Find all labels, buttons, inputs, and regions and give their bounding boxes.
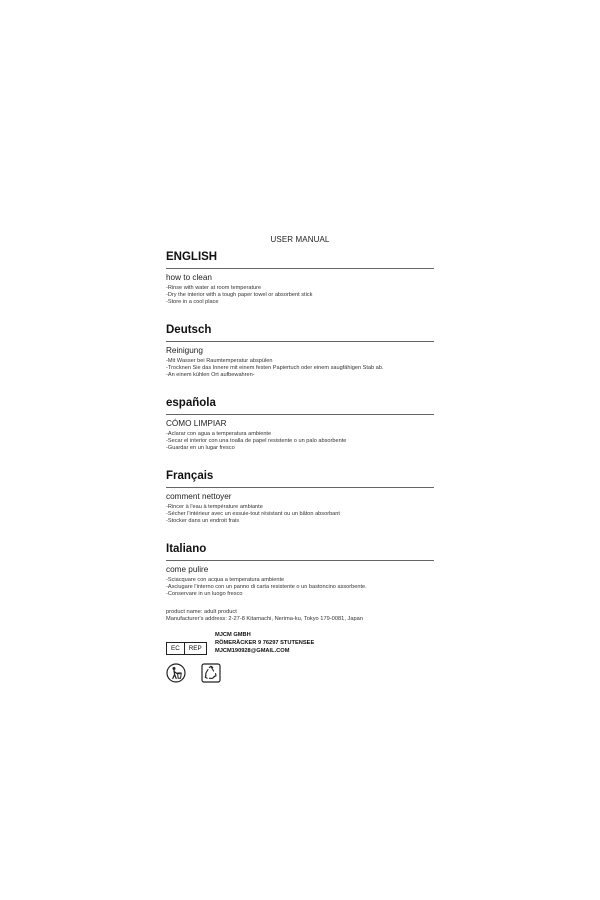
disposal-icons: [166, 663, 221, 683]
section-subtitle: come pulire: [166, 565, 209, 574]
instruction-line: -Store in a cool place: [166, 299, 219, 306]
product-info: [166, 609, 434, 624]
section-heading: Italiano: [166, 543, 207, 555]
instruction-line: -Secar el interior con una toalla de papel resistente o un palo absorbente: [166, 438, 347, 445]
instruction-list: [166, 358, 434, 380]
instruction-line: -An einem kühlen Ort aufbewahren-: [166, 372, 255, 379]
manual-title: USER MANUAL: [270, 235, 330, 244]
section-subtitle: CÓMO LIMPIAR: [166, 419, 227, 428]
instruction-list: [166, 504, 434, 526]
section-divider: [166, 487, 434, 488]
ec-rep-symbol: [166, 642, 207, 655]
section-heading: española: [166, 397, 216, 409]
manufacturer-address: Manufacturer's address: 2-27-8 Kitamachi, Nerima-ku, Tokyo 179-0081, Japan: [166, 616, 363, 623]
section-subtitle: how to clean: [166, 273, 212, 282]
ec-label: EC: [171, 645, 180, 652]
rep-street: RÖMERÄCKER 9 76297 STUTENSEE: [215, 639, 315, 646]
rep-label: REP: [184, 643, 206, 654]
instruction-line: -Aclarar con agua a temperatura ambiente: [166, 431, 272, 437]
instruction-line: -Stocker dans un endroit frais: [166, 518, 240, 525]
section-heading: ENGLISH: [166, 251, 218, 263]
instruction-list: [166, 285, 434, 307]
instruction-line: -Dry the interior with a tough paper towel or absorbent stick: [166, 292, 313, 299]
section-deutsch: [166, 323, 434, 380]
instruction-line: -Mit Wasser bei Raumtemperatur abspülen: [166, 358, 273, 364]
recycle-icon: [201, 663, 221, 683]
ec-rep-address: [215, 632, 314, 655]
rep-email: MJCM190928@GMAIL.COM: [215, 647, 290, 654]
instruction-list: [166, 577, 434, 599]
instruction-line: -Rinse with water at room temperature: [166, 285, 262, 291]
instruction-line: -Sécher l'intérieur avec un essuie-tout résistant ou un bâton absorbant: [166, 511, 340, 518]
section-english: [166, 250, 434, 307]
section-divider: [166, 414, 434, 415]
section-italiano: [166, 542, 434, 599]
section-espanola: [166, 396, 434, 453]
section-divider: [166, 560, 434, 561]
section-heading: Deutsch: [166, 324, 212, 336]
section-divider: [166, 268, 434, 269]
instruction-line: -Trocknen Sie das Innere mit einem festen Papiertuch oder einem saugfähigen Stab ab.: [166, 365, 384, 372]
section-heading: Français: [166, 470, 214, 482]
section-divider: [166, 341, 434, 342]
instruction-list: [166, 431, 434, 453]
instruction-line: -Asciugare l'interno con un panno di carta resistente o un bastoncino assorbente.: [166, 584, 367, 591]
product-name: product name: adult product: [166, 609, 237, 615]
section-subtitle: Reinigung: [166, 346, 203, 355]
instruction-line: -Rincer à l'eau à température ambiante: [166, 504, 263, 510]
instruction-line: -Guardar en un lugar fresco: [166, 445, 235, 452]
section-francais: [166, 469, 434, 526]
instruction-line: -Conservare in un luogo fresco: [166, 591, 243, 598]
instruction-line: -Sciacquare con acqua a temperatura ambiente: [166, 577, 285, 583]
rep-company: MJCM GMBH: [215, 632, 251, 638]
tidyman-icon: [166, 663, 186, 683]
section-subtitle: comment nettoyer: [166, 492, 232, 501]
